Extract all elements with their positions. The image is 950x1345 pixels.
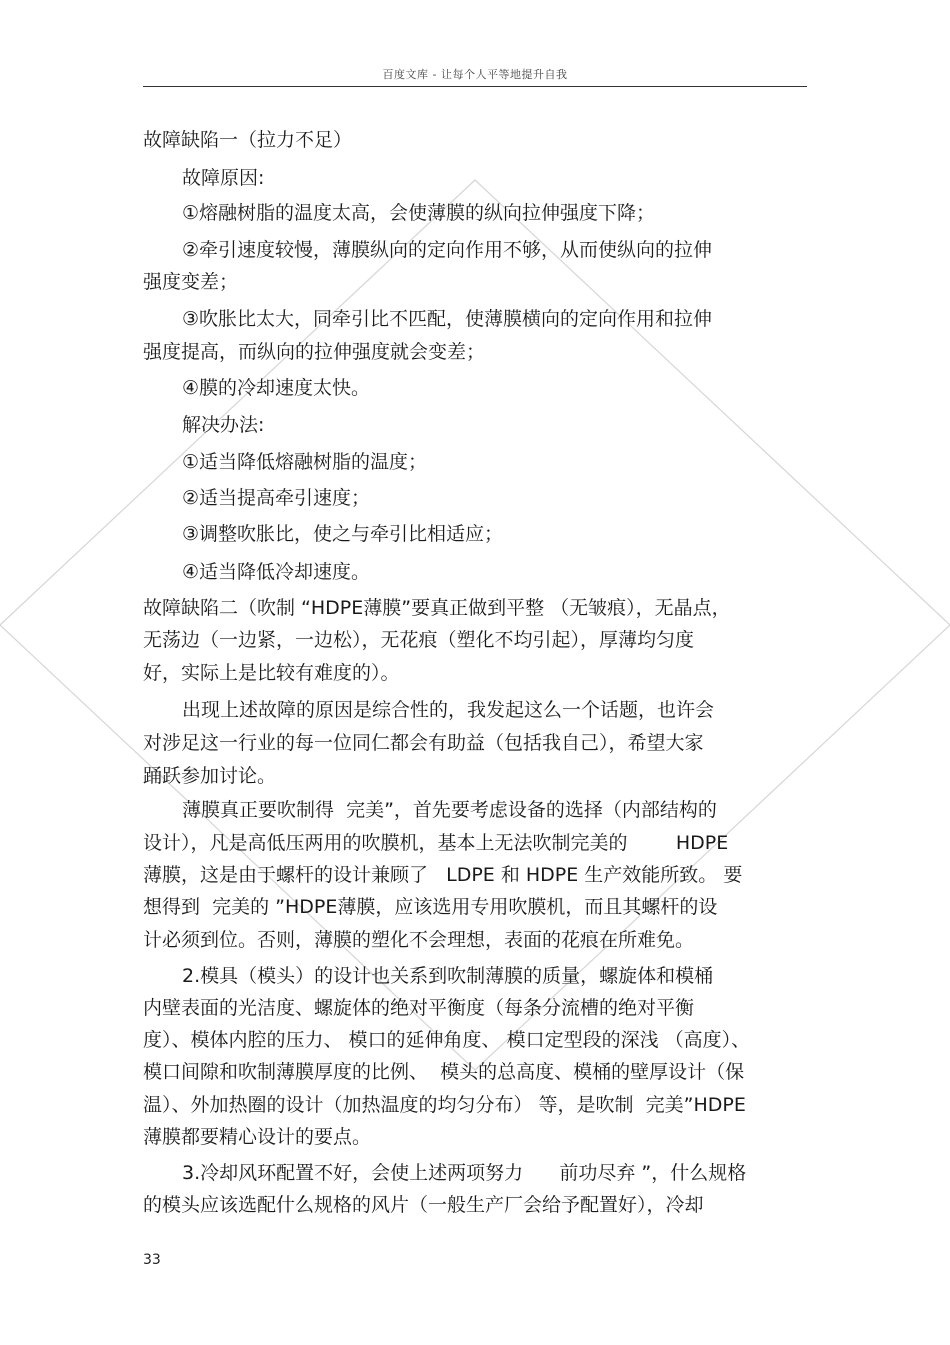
- text-line: 强度提高，而纵向的拉伸强度就会变差；: [143, 341, 486, 363]
- text-line: 2.模具（模头）的设计也关系到吹制薄膜的质量，螺旋体和模桶: [182, 965, 714, 987]
- text-line: ②适当提高牵引速度；: [182, 487, 371, 509]
- section-heading-defect-2: 故障缺陷二（吹制 “HDPE薄膜”要真正做到平整 （无皱痕），无晶点，: [143, 597, 731, 619]
- text-line: ④膜的冷却速度太快。: [182, 377, 371, 399]
- text-line: 出现上述故障的原因是综合性的，我发起这么一个话题，也许会: [182, 699, 715, 721]
- text-line: 踊跃参加讨论。: [143, 765, 277, 787]
- text-line: 度）、模体内腔的压力、 模口的延伸角度、 模口定型段的深浅 （高度）、: [143, 1029, 751, 1051]
- text-line: 解决办法:: [182, 414, 265, 436]
- text-line: ④适当降低冷却速度。: [182, 561, 371, 583]
- section-heading-defect-1: 故障缺陷一（拉力不足）: [143, 129, 353, 151]
- text-line: ③调整吹胀比，使之与牵引比相适应；: [182, 523, 504, 545]
- text-line: 内壁表面的光洁度、螺旋体的绝对平衡度（每条分流槽的绝对平衡: [143, 997, 695, 1019]
- text-line: 温）、外加热圈的设计（加热温度的均匀分布） 等，是吹制 完美”HDPE: [143, 1094, 746, 1116]
- text-line: ①适当降低熔融树脂的温度；: [182, 451, 428, 473]
- header-divider: [143, 86, 807, 87]
- text-line: 计必须到位。否则，薄膜的塑化不会理想，表面的花痕在所难免。: [143, 929, 695, 951]
- text-line: 薄膜真正要吹制得 完美”，首先要考虑设备的选择（内部结构的: [182, 799, 717, 821]
- text-line: 模口间隙和吹制薄膜厚度的比例、 模头的总高度、模桶的壁厚设计（保: [143, 1061, 745, 1083]
- page-number: 33: [143, 1252, 161, 1268]
- text-line: 薄膜都要精心设计的要点。: [143, 1126, 372, 1148]
- text-line: ①熔融树脂的温度太高，会使薄膜的纵向拉伸强度下降；: [182, 202, 656, 224]
- text-line: 好，实际上是比较有难度的）。: [143, 662, 400, 684]
- text-line: 想得到 完美的 ”HDPE薄膜，应该选用专用吹膜机，而且其螺杆的设: [143, 896, 718, 918]
- text-line: 薄膜，这是由于螺杆的设计兼顾了 LDPE 和 HDPE 生产效能所致。 要: [143, 864, 743, 886]
- text-line: 对涉足这一行业的每一位同仁都会有助益（包括我自己），希望大家: [143, 732, 704, 754]
- text-line: 的模头应该选配什么规格的风片（一般生产厂会给予配置好），冷却: [143, 1194, 704, 1216]
- text-line: ③吹胀比太大，同牵引比不匹配，使薄膜横向的定向作用和拉伸: [182, 308, 713, 330]
- page-header: 百度文库 - 让每个人平等地提升自我: [382, 68, 568, 81]
- text-line: 3.冷却风环配置不好，会使上述两项努力 前功尽弃 ”，什么规格: [182, 1162, 747, 1184]
- text-line: 无荡边（一边紧，一边松），无花痕（塑化不均引起），厚薄均匀度: [143, 629, 695, 651]
- text-line: 强度变差；: [143, 271, 239, 293]
- text-line: ②牵引速度较慢，薄膜纵向的定向作用不够，从而使纵向的拉伸: [182, 239, 713, 261]
- text-line: 故障原因:: [182, 167, 265, 189]
- text-line: 设计），凡是高低压两用的吹膜机，基本上无法吹制完美的 HDPE: [143, 832, 729, 854]
